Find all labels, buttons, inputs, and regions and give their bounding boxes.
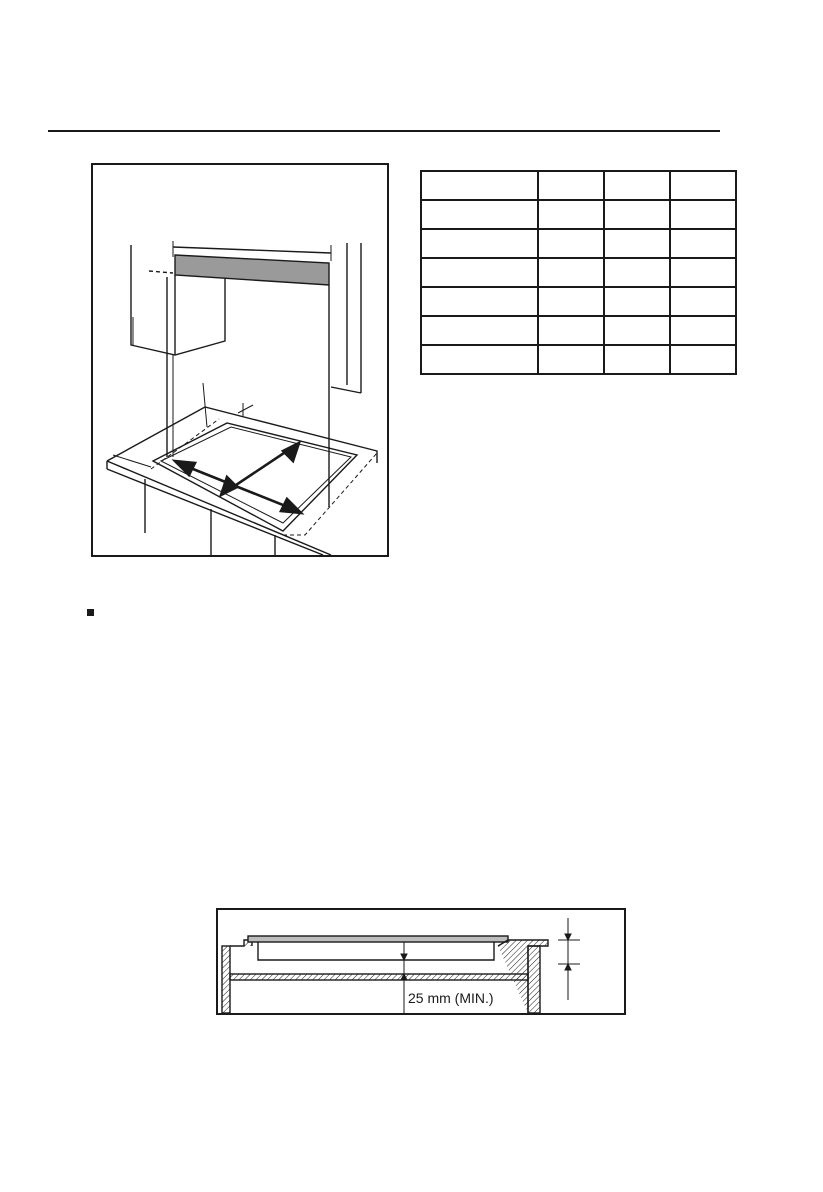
table-cell	[421, 258, 538, 287]
installation-diagram-svg	[93, 165, 387, 555]
table-cell	[604, 258, 670, 287]
table-cell	[604, 345, 670, 374]
cross-section-diagram	[216, 908, 626, 1015]
left-cabinet-wall	[222, 946, 230, 1013]
table-row	[421, 229, 736, 258]
table-cell	[538, 345, 604, 374]
hob-top-plate	[248, 936, 508, 942]
table-cell	[421, 229, 538, 258]
table-cell	[421, 171, 538, 200]
countertop-outline	[107, 407, 377, 463]
table-cell	[421, 287, 538, 316]
table-cell	[538, 200, 604, 229]
clearance-label: 25 mm (MIN.)	[408, 990, 494, 1006]
table-cell	[538, 171, 604, 200]
table-cell	[604, 316, 670, 345]
table-cell	[604, 200, 670, 229]
table-cell	[421, 316, 538, 345]
table-row	[421, 287, 736, 316]
table-cell	[604, 229, 670, 258]
table-cell	[421, 345, 538, 374]
installation-diagram	[91, 163, 389, 557]
table-cell	[421, 200, 538, 229]
bullet-square-icon	[87, 609, 94, 616]
table-cell	[538, 287, 604, 316]
range-hood	[175, 255, 329, 285]
table-row	[421, 171, 736, 200]
table-cell	[670, 171, 736, 200]
table-cell	[670, 345, 736, 374]
table-row	[421, 316, 736, 345]
table-cell	[538, 258, 604, 287]
separator-shelf	[230, 974, 528, 980]
table-row	[421, 258, 736, 287]
header-rule	[48, 130, 720, 132]
right-wall	[331, 243, 361, 393]
right-cabinet-wall	[528, 946, 540, 1013]
table-row	[421, 200, 736, 229]
table-cell	[604, 287, 670, 316]
table-cell	[670, 229, 736, 258]
hood-width-dimension	[173, 247, 331, 253]
table-cell	[670, 258, 736, 287]
hob-cutout	[153, 423, 357, 531]
table-cell	[670, 316, 736, 345]
table-cell	[538, 316, 604, 345]
hob-body	[258, 942, 494, 960]
table-cell	[670, 287, 736, 316]
base-cabinet-lines	[145, 479, 275, 555]
table-cell	[670, 200, 736, 229]
dimension-table	[420, 170, 737, 375]
table-row	[421, 345, 736, 374]
table-cell	[604, 171, 670, 200]
table-cell	[538, 229, 604, 258]
